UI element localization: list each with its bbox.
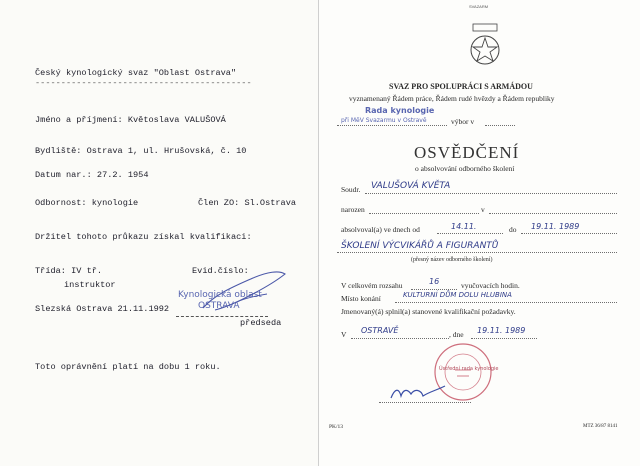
class-row — [35, 266, 102, 276]
born-label: narozen — [341, 205, 365, 214]
chairman-label: předseda — [240, 318, 282, 328]
emblem-text: SVAZARM — [469, 4, 489, 9]
dne-label: , dne — [449, 330, 464, 339]
oblast-stamp-line1: Kynologická oblast — [178, 290, 262, 300]
absolv-from: 14.11. — [451, 222, 477, 231]
oblast-stamp-line2: OSTRAVA — [198, 301, 240, 311]
dob-label: Datum nar.: — [35, 170, 92, 180]
name-label: Jméno a příjmení: — [35, 115, 123, 125]
dne-value: 19.11. 1989 — [477, 326, 526, 335]
dob-value: 27.2. 1954 — [96, 170, 149, 180]
specialty-label: Odbornost: — [35, 198, 87, 208]
signature-icon — [175, 264, 295, 324]
rada-stamp-line2: při MěV Svazarmu v Ostravě — [341, 117, 427, 124]
cert-title: OSVĚDČENÍ — [414, 143, 520, 162]
absolv-from-line — [437, 233, 503, 234]
v-label: V — [341, 330, 347, 339]
course-value: ŠKOLENÍ VÝCVIKÁŘŮ A FIGURANTŮ — [341, 241, 499, 251]
print-code: MTZ 36/87 8141 — [583, 424, 618, 429]
class-label: Třída: — [35, 266, 66, 276]
committee-line — [337, 125, 447, 126]
left-license-card — [0, 0, 318, 466]
evid-label: Evid.číslo: — [192, 266, 249, 276]
rada-stamp-line1: Rada kynologie — [365, 106, 435, 115]
svazarm-emblem-icon — [467, 22, 503, 70]
name-value: Květoslava VALUŠOVÁ — [127, 115, 226, 125]
absolv-to: 19.11. 1989 — [531, 222, 580, 231]
certificate-signature-icon — [385, 378, 455, 408]
soudr-line — [365, 193, 617, 194]
place-line — [395, 302, 617, 303]
cert-subtitle: o absolvování odborného školení — [415, 164, 515, 173]
holder-text: Držitel tohoto průkazu získal kvalifikaci: — [35, 232, 252, 242]
name-row — [35, 115, 226, 125]
v-line — [351, 338, 449, 339]
specialty-row — [35, 198, 138, 208]
absolv-do: do — [509, 225, 517, 234]
dob-row — [35, 170, 148, 180]
class-value: IV tř. — [71, 266, 103, 276]
address-label: Bydliště: — [35, 146, 82, 156]
committee-suffix: výbor v — [451, 117, 475, 126]
signature-line — [176, 316, 268, 317]
born-place-line — [489, 213, 617, 214]
place-date: Slezská Ostrava 21.11.1992 — [35, 304, 170, 314]
org-title: SVAZ PRO SPOLUPRÁCI S ARMÁDOU — [389, 82, 533, 91]
place-value: KULTURNÍ DŮM DOLU HLUBINA — [403, 291, 512, 299]
absolv-label: absolvoval(a) ve dnech od — [341, 225, 420, 234]
total-label: V celkovém rozsahu — [341, 281, 403, 290]
role-value: instruktor — [64, 280, 116, 290]
round-stamp-text: Ústřední rada kynologie — [439, 366, 499, 372]
address-row — [35, 146, 246, 156]
place-label: Místo konání — [341, 294, 381, 303]
member-label: Člen ZO: — [198, 198, 240, 208]
soudr-value: VALUŠOVÁ KVĚTA — [371, 181, 451, 191]
org-name: Český kynologický svaz "Oblast Ostrava" — [35, 68, 237, 78]
soudr-label: Soudr. — [341, 185, 361, 194]
born-line — [369, 213, 479, 214]
total-value: 16 — [429, 277, 440, 286]
validity-text: Toto oprávnění platí na dobu 1 roku. — [35, 362, 221, 372]
total-suffix: vyučovacích hodin. — [461, 281, 520, 290]
right-certificate — [318, 0, 640, 466]
born-v: v — [481, 205, 485, 214]
course-line — [337, 252, 617, 253]
v-value: OSTRAVĚ — [361, 326, 399, 335]
member-value: Sl.Ostrava — [244, 198, 297, 208]
certificate-signature-line — [379, 402, 471, 403]
member-row — [198, 198, 296, 208]
course-hint: (přesný název odborného školení) — [411, 257, 493, 263]
committee-place-line — [485, 125, 515, 126]
form-code: PK/13 — [329, 424, 344, 430]
specialty-value: kynologie — [91, 198, 139, 208]
dne-line — [471, 338, 537, 339]
org-subtitle: vyznamenaný Řádem práce, Řádem rudé hvězdy a Řádem republiky — [349, 94, 555, 103]
org-underline: ------------------------------------------ — [35, 78, 252, 88]
absolv-to-line — [521, 233, 617, 234]
requirements-text: Jmenovaný(á) splnil(a) stanovené kvalifikační požadavky. — [341, 307, 516, 316]
address-value: Ostrava 1, ul. Hrušovská, č. 10 — [86, 146, 247, 156]
